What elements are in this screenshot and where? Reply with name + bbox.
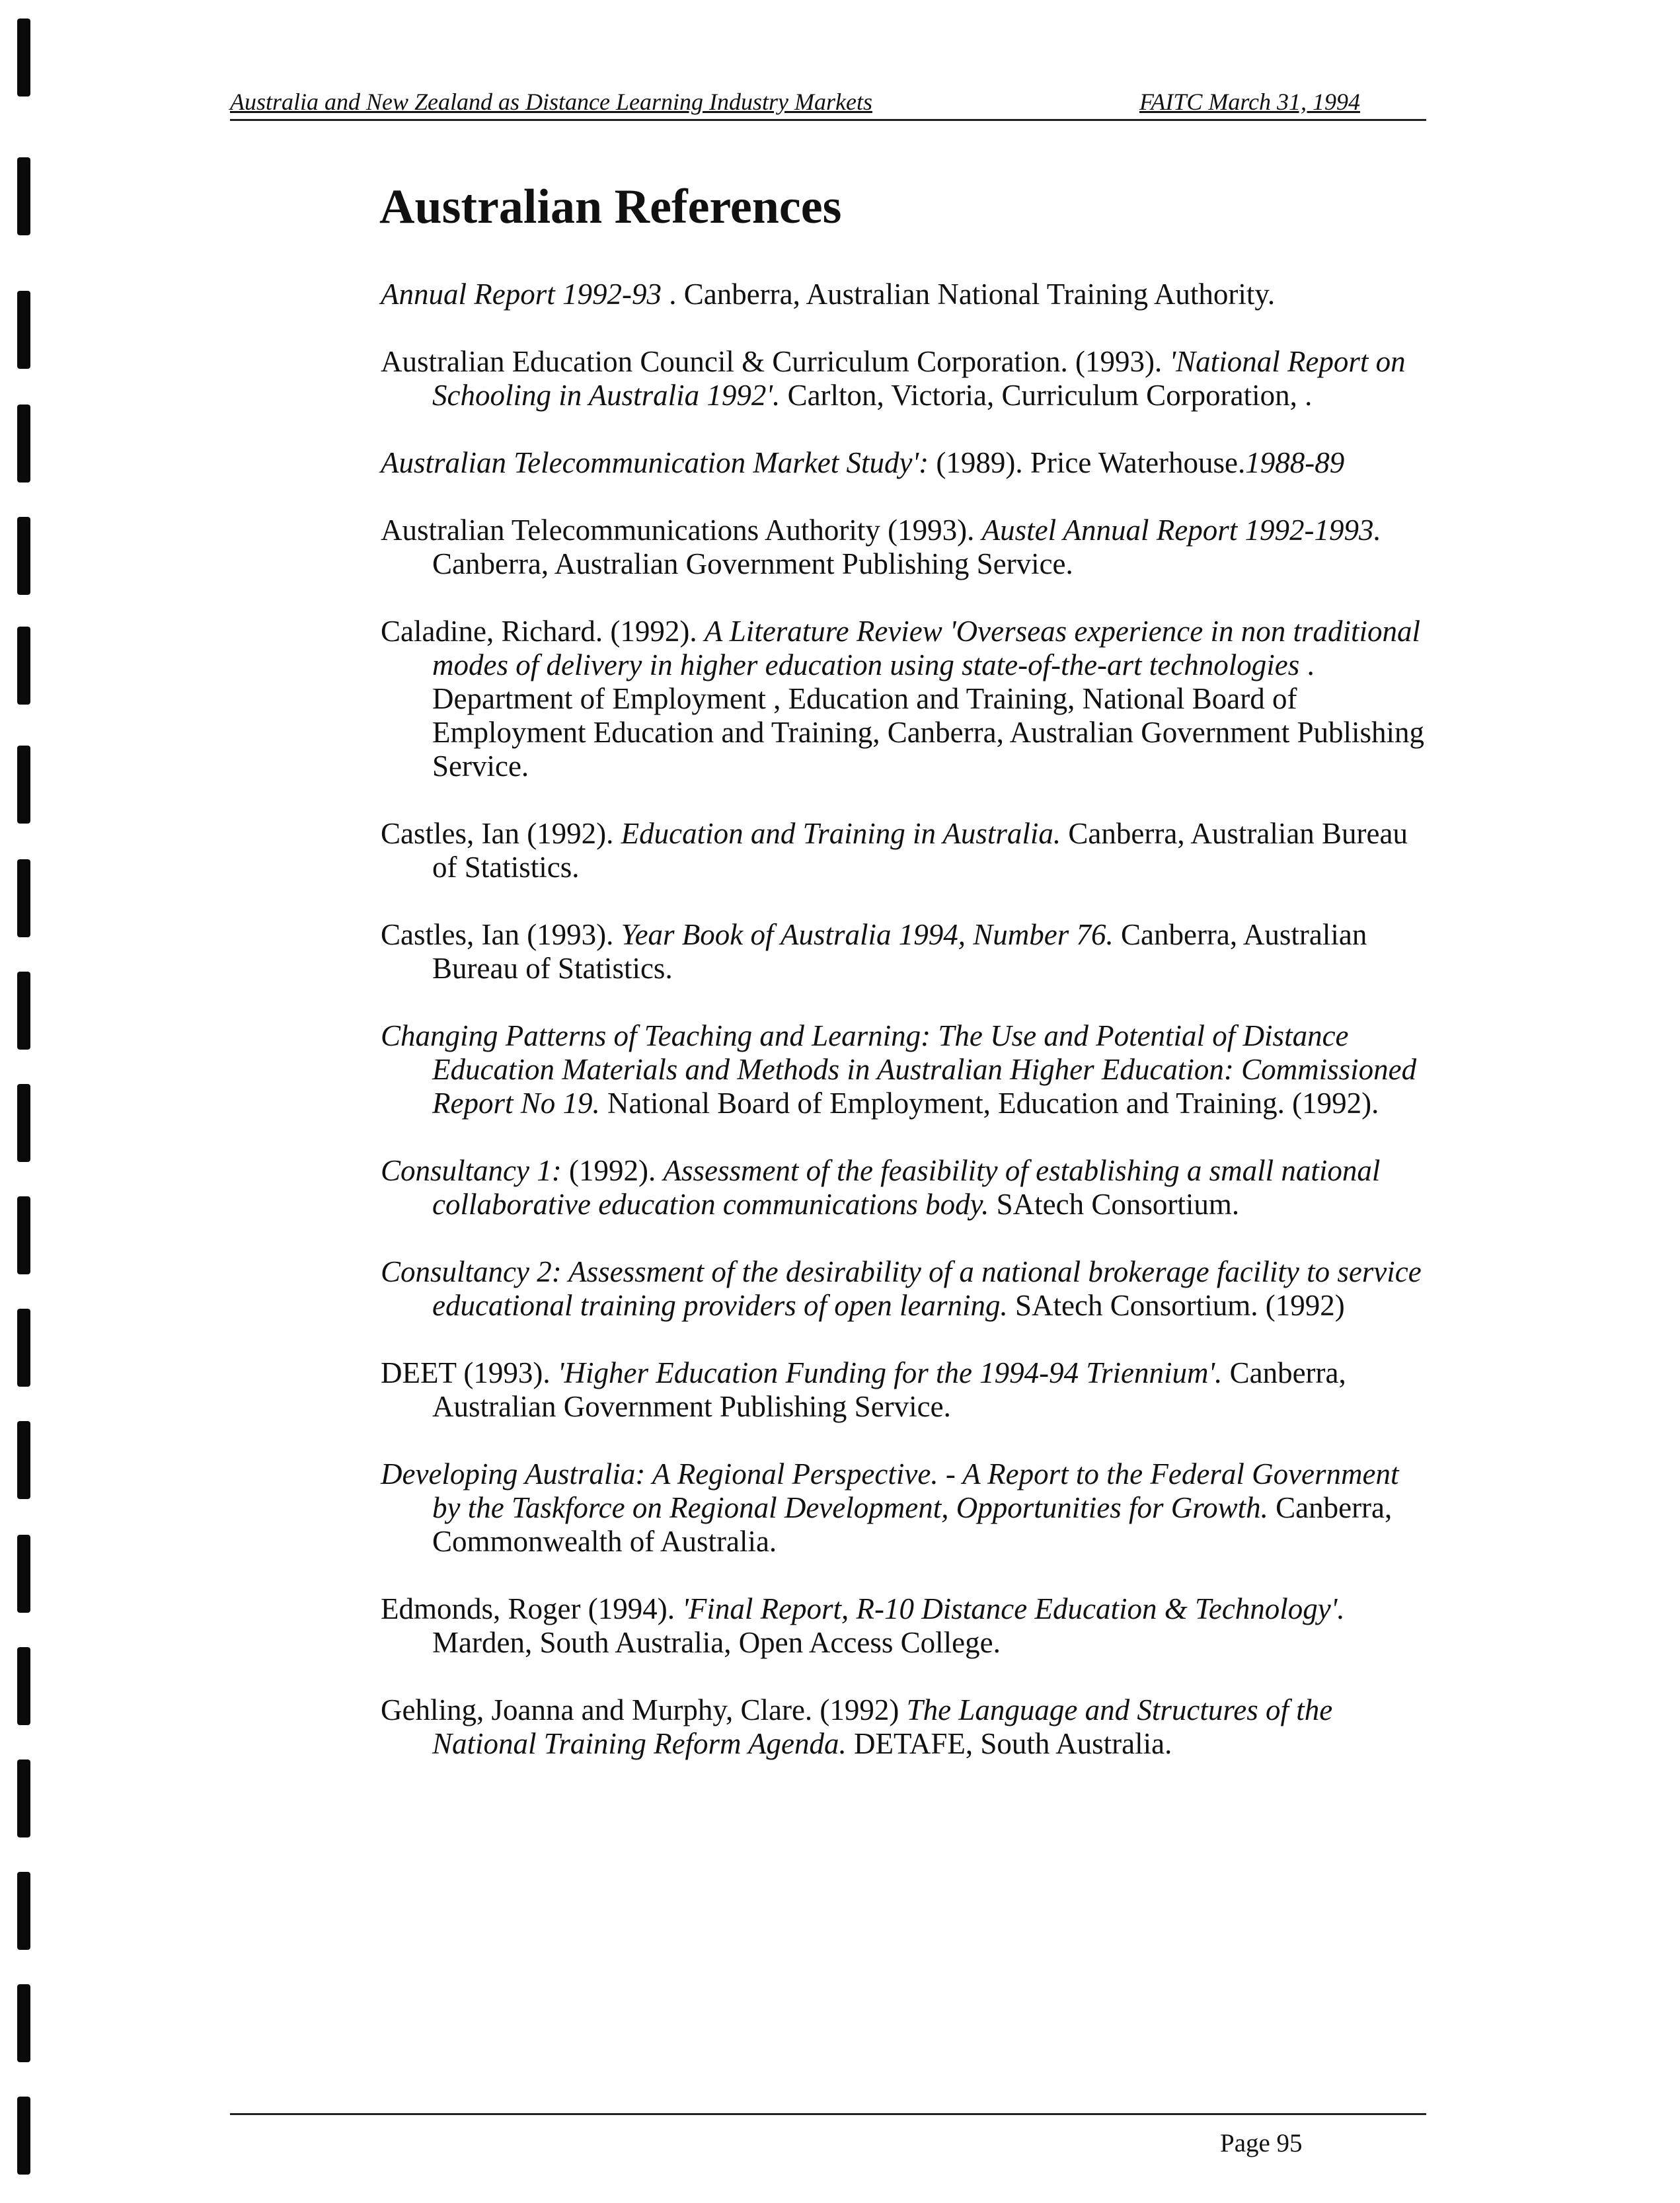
reference-entry [381,1255,1425,1323]
reference-text: DEET (1993). [381,1356,558,1389]
binding-hole-mark [17,157,30,235]
reference-text: Castles, Ian (1993). [381,918,621,951]
reference-text: SAtech Consortium. (1992) [1007,1289,1345,1322]
reference-entry [381,615,1425,783]
reference-italic-text: 'National Report on Schooling in Australia 1992'. [432,345,1406,412]
binding-hole-mark [17,19,30,97]
reference-italic-text: 'Higher Education Funding for the 1994-94 Triennium'. [557,1356,1223,1389]
reference-entry [381,345,1425,412]
reference-text: Canberra, Australian Government Publishing Service. [432,547,1073,580]
reference-entry [381,817,1425,884]
reference-italic-text: Changing Patterns of Teaching and Learning: The Use and Potential of Distance Education Materials and Methods in Australian Higher Education: Commissioned Report No 19. [381,1019,1417,1120]
binding-hole-mark [17,1872,30,1950]
reference-text: Canberra, Australian Bureau of Statistics. [432,817,1408,884]
reference-italic-text: Austel Annual Report 1992-1993. [981,514,1381,547]
reference-text: Australian Education Council & Curriculum Corporation. (1993). [381,345,1170,378]
binding-hole-mark [17,1759,30,1837]
reference-italic-text: 'Final Report, R-10 Distance Education & Technology'. [682,1592,1345,1625]
binding-hole-mark [17,291,30,369]
reference-text: Caladine, Richard. (1992). [381,615,705,648]
reference-entry [381,446,1425,480]
reference-italic-text: 1988-89 [1245,446,1345,479]
reference-list [381,278,1425,1795]
footer-divider [230,2113,1426,2115]
binding-holes [0,0,46,2203]
reference-text: . Department of Employment , Education and Training, National Board of Employment Education and Training, Canberra, Australian Government Publishing Service. [432,648,1425,783]
reference-text: Castles, Ian (1992). [381,817,621,850]
binding-hole-mark [17,1535,30,1613]
reference-entry [381,1154,1425,1221]
reference-italic-text: Education and Training in Australia. [621,817,1061,850]
reference-italic-text: Developing Australia: A Regional Perspective. - A Report to the Federal Government by the Taskforce on Regional Development, Opportunities for Growth. [381,1457,1399,1524]
reference-entry [381,1019,1425,1120]
reference-entry [381,1457,1425,1559]
header-document-title: Australia and New Zealand as Distance Learning Industry Markets [230,89,872,115]
reference-italic-text: Australian Telecommunication Market Study': [381,446,929,479]
binding-hole-mark [17,627,30,705]
reference-italic-text: Year Book of Australia 1994, Number 76. [621,918,1114,951]
reference-text: SAtech Consortium. [989,1188,1240,1221]
reference-text: Gehling, Joanna and Murphy, Clare. (1992) [381,1693,907,1726]
reference-text: Canberra, Australian Government Publishing Service. [432,1356,1346,1423]
reference-italic-text: Assessment of the feasibility of establishing a small national collaborative education communications body. [432,1154,1381,1221]
binding-hole-mark [17,1196,30,1274]
reference-text: Carlton, Victoria, Curriculum Corporation, . [780,379,1313,412]
reference-text: Marden, South Australia, Open Access College. [432,1626,1001,1659]
page-title: Australian References [379,180,842,234]
binding-hole-mark [17,1647,30,1725]
reference-entry [381,1356,1425,1424]
binding-hole-mark [17,859,30,937]
header-date: FAITC March 31, 1994 [1139,89,1361,115]
binding-hole-mark [17,1309,30,1387]
binding-hole-mark [17,517,30,595]
reference-text: Canberra, Australian Bureau of Statistics. [432,918,1367,985]
binding-hole-mark [17,1421,30,1499]
reference-italic-text: A Literature Review 'Overseas experience in non traditional modes of delivery in higher education using state-of-the-art technologies [432,615,1421,681]
reference-text: National Board of Employment, Education and Training. (1992). [599,1087,1379,1120]
reference-text: (1989). Price Waterhouse. [929,446,1246,479]
reference-entry [381,918,1425,986]
binding-hole-mark [17,746,30,824]
reference-text: Australian Telecommunications Authority (1993). [381,514,982,547]
binding-hole-mark [17,1084,30,1162]
binding-hole-mark [17,405,30,483]
reference-italic-text: Annual Report 1992-93 [381,278,662,311]
reference-entry [381,278,1425,311]
binding-hole-mark [17,2097,30,2175]
reference-text: Edmonds, Roger (1994). [381,1592,683,1625]
binding-hole-mark [17,1984,30,2062]
reference-text: (1992). [561,1154,664,1187]
reference-text: . Canberra, Australian National Training Authority. [661,278,1276,311]
reference-entry [381,1592,1425,1660]
reference-italic-text: Consultancy 2: Assessment of the desirability of a national brokerage facility to service educational training providers of open learning. [381,1255,1422,1322]
running-header [230,85,1426,121]
reference-text: DETAFE, South Australia. [846,1727,1172,1760]
reference-italic-text: Consultancy 1: [381,1154,562,1187]
reference-text: Canberra, Commonwealth of Australia. [432,1491,1393,1558]
reference-entry [381,1693,1425,1761]
reference-italic-text: The Language and Structures of the National Training Reform Agenda. [432,1693,1333,1760]
page-number: Page 95 [1220,2129,1303,2157]
reference-entry [381,514,1425,581]
binding-hole-mark [17,972,30,1050]
